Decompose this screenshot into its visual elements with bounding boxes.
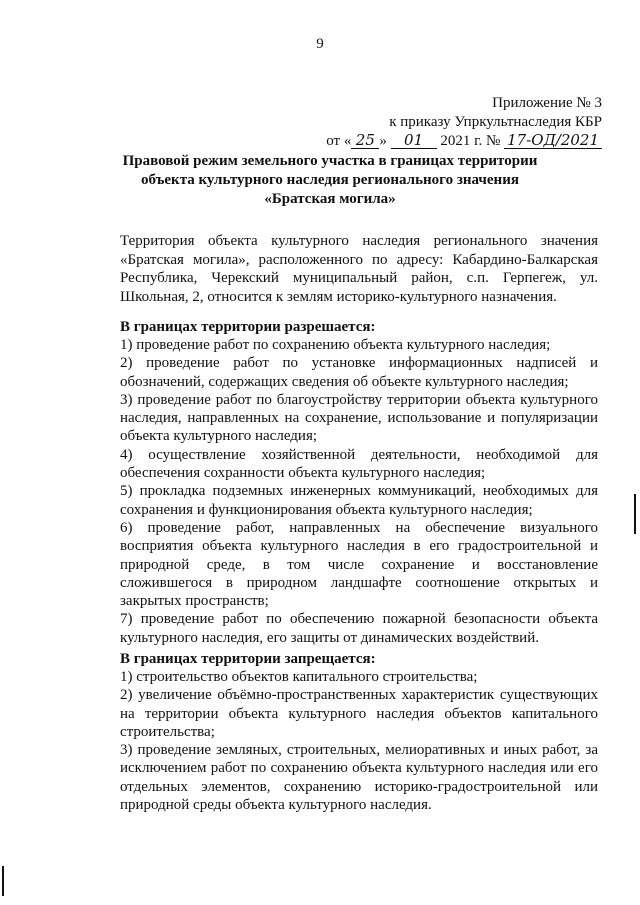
handwritten-month: 01 [391,133,437,149]
date-year: 2021 г. № [440,133,501,149]
handwritten-day: 25 [351,133,379,149]
intro-paragraph [120,232,598,306]
allowed-heading: В границах территории разрешается: [120,319,376,335]
appendix-order-ref: к приказу Упркультнаследия КБР [389,114,602,130]
forbidden-section [120,650,598,814]
handwritten-order-number: 17-ОД/2021 [504,133,602,149]
allowed-item: 6) проведение работ, направленных на обеспечение визуального восприятия объекта культурного наследия в его градостроительной и природной среде, в том числе сохранение и восстановление сложившегося в природном ландшафте соотношение открытых и закрытых пространств; [120,519,598,610]
date-mid: » [379,133,387,149]
forbidden-item: 2) увеличение объёмно-пространственных характеристик существующих на территории объекта культурного наследия объектов капитального строительства; [120,687,598,740]
allowed-item: 2) проведение работ по установке информационных надписей и обозначений, содержащих сведения об объекте культурного наследия; [120,355,598,390]
forbidden-heading: В границах территории запрещается: [120,651,376,667]
allowed-item: 1) проведение работ по сохранению объекта культурного наследия; [120,337,551,353]
title-line-2: объекта культурного наследия регионального значения [141,172,519,188]
intro-text: Территория объекта культурного наследия регионального значения «Братская могила», расположенного по адресу: Кабардино-Балкарская Республика, Черекский муниципальный район, с.п. Герпегеж, ул. Школьная, 2, относится к землям историко-культурного назначения. [120,233,598,305]
allowed-item: 5) прокладка подземных инженерных коммуникаций, необходимых для сохранения и функционирования объекта культурного наследия; [120,483,598,518]
allowed-item: 4) осуществление хозяйственной деятельности, необходимой для обеспечения сохранности объекта культурного наследия; [120,446,598,482]
allowed-section [120,318,598,647]
forbidden-item: 3) проведение земляных, строительных, мелиоративных и иных работ, за исключением работ по сохранению объекта культурного наследия или его отдельных элементов, сохранению историко-градостроительной или природной среды объекта культурного наследия. [120,742,598,814]
title-line-3: «Братская могила» [264,191,396,207]
scan-edge-mark [634,494,636,534]
forbidden-item: 1) строительство объектов капитального строительства; [120,669,478,685]
scan-edge-mark [2,866,4,896]
allowed-item: 7) проведение работ по обеспечению пожарной безопасности объекта культурного наследия, его защиты от динамических воздействий. [120,611,598,646]
appendix-date-line [326,132,602,151]
page-number: 9 [316,36,324,52]
date-prefix: от « [326,133,352,149]
allowed-item: 3) проведение работ по благоустройству территории объекта культурного наследия, направленных на сохранение, использование и популяризации объекта культурного наследия; [120,391,598,445]
appendix-title: Приложение № 3 [492,95,602,111]
title-line-1: Правовой режим земельного участка в границах территории [122,153,538,169]
appendix-header [326,94,602,151]
document-title [60,152,600,209]
